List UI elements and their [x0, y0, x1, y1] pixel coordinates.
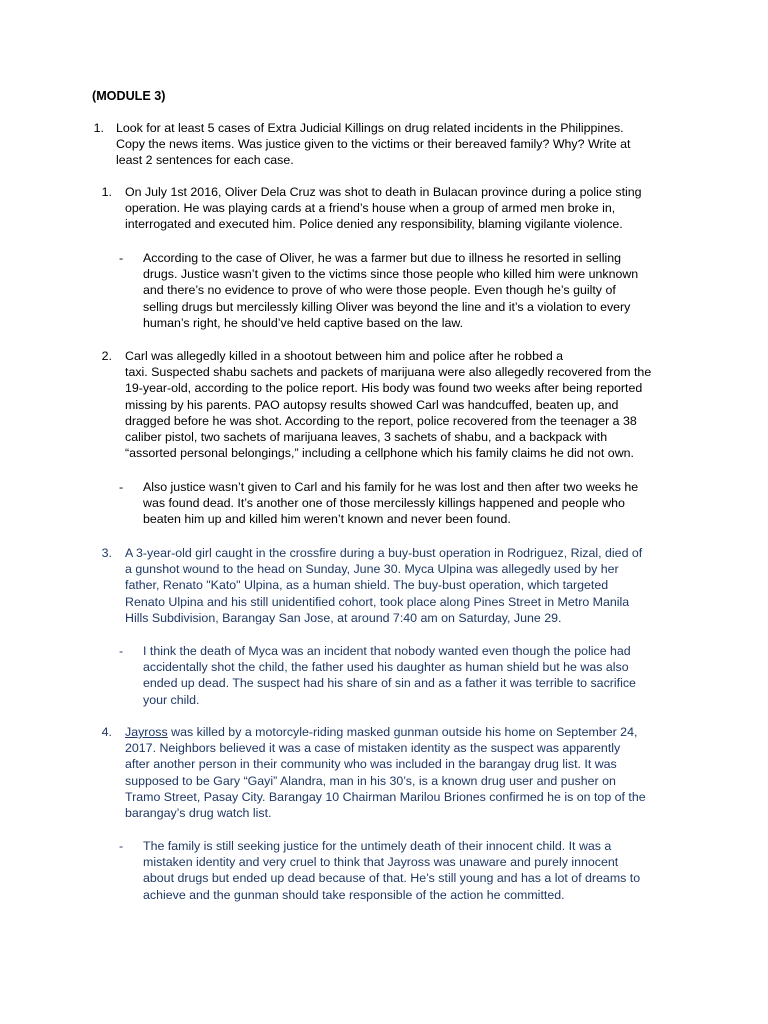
answer-bullet: - [119, 251, 124, 265]
answer-text [143, 250, 638, 331]
answer-line: and there’s no evidence to prove of who were those people. Even though he’s guilty of [143, 283, 616, 298]
case-text [125, 545, 642, 626]
answer-bullet: - [119, 480, 124, 494]
answer-bullet: - [119, 839, 124, 853]
case-line: Hills Subdivision, Barangay San Jose, at around 7:40 am on Saturday, June 29. [125, 610, 562, 625]
question-line: Copy the news items. Was justice given to the victims or their bereaved family? Why? Write at [116, 137, 631, 152]
case-number: 3. [101, 546, 112, 560]
case-text [125, 724, 646, 821]
case-line: a gunshot wound to the head on Sunday, June 30. Myca Ulpina was allegedly used by her [125, 562, 619, 577]
question-line: least 2 sentences for each case. [116, 153, 294, 168]
question-line: Look for at least 5 cases of Extra Judicial Killings on drug related incidents in the Philippines. [116, 121, 624, 135]
case-number: 2. [101, 349, 112, 363]
answer-line: achieve and the gunman should take responsible of the action he committed. [143, 887, 565, 902]
answer-line: According to the case of Oliver, he was a farmer but due to illness he resorted in selling [143, 251, 621, 265]
case-line: taxi. Suspected shabu sachets and packets of marijuana were also allegedly recovered from the [125, 365, 652, 380]
answer-text [143, 838, 640, 903]
answer-line: I think the death of Myca was an incident that nobody wanted even though the police had [143, 644, 631, 658]
answer-line: selling drugs but mercilessly killing Oliver was beyond the line and it’s a violation to every [143, 299, 631, 314]
answer-text [143, 643, 636, 708]
case-line: father, Renato "Kato" Ulpina, as a human shield. The buy-bust operation, which targeted [125, 578, 609, 593]
answer-line: your child. [143, 692, 200, 707]
answer-text [143, 479, 638, 528]
answer-line: ended up dead. The suspect had his share of sin and as a father it was terrible to sacrifice [143, 676, 636, 691]
case-line: Renato Ulpina and his still unidentified cohort, took place along Pines Street in Metro Manila [125, 594, 630, 609]
case-line [125, 724, 646, 740]
case-line: “assorted personal belongings,” including a cellphone which his family claims he did not own. [125, 446, 634, 461]
case-line: interrogated and executed him. Police denied any responsibility, blaming vigilante violence. [125, 217, 623, 232]
case-line-rest: was killed by a motorcyle-riding masked gunman outside his home on September 24, [167, 725, 638, 739]
case-line: missing by his parents. PAO autopsy results showed Carl was handcuffed, beaten up, and [125, 397, 619, 412]
module-heading: (MODULE 3) [92, 89, 166, 103]
case-line: operation. He was playing cards at a friend’s house when a group of armed men broke in, [125, 201, 616, 216]
case-line: supposed to be Gary “Gayi” Alandra, man in his 30’s, is a known drug user and pusher on [125, 773, 616, 788]
case-first-word: Jayross [125, 725, 168, 739]
answer-line: beaten him up and killed him weren’t known and never been found. [143, 512, 511, 527]
answer-line: The family is still seeking justice for the untimely death of their innocent child. It was a [143, 839, 612, 853]
case-line: On July 1st 2016, Oliver Dela Cruz was shot to death in Bulacan province during a police sting [125, 185, 642, 199]
case-line: Tramo Street, Pasay City. Barangay 10 Chairman Marilou Briones confirmed he is on top of the [125, 789, 646, 804]
case-line: dragged before he was shot. According to the report, police recovered from the teenager a 38 [125, 413, 637, 428]
case-line: 19-year-old, according to the police report. His body was found two weeks after being reported [125, 381, 643, 396]
question-text [116, 120, 630, 169]
case-line: caliber pistol, two sachets of marijuana leaves, 3 sachets of shabu, and a backpack with [125, 430, 608, 445]
case-number: 4. [101, 725, 112, 739]
answer-line: was found dead. It’s another one of those mercilessly killings happened and people who [143, 496, 625, 511]
answer-line: drugs. Justice wasn’t given to the victims since those people who killed him were unknown [143, 267, 639, 282]
question-number: 1. [93, 121, 104, 135]
case-line: after another person in their community who was included in the barangay drug list. It was [125, 757, 617, 772]
case-line: Carl was allegedly killed in a shootout between him and police after he robbed a [125, 349, 564, 363]
answer-bullet: - [119, 644, 124, 658]
case-line: barangay’s drug watch list. [125, 806, 272, 821]
answer-line: accidentally shot the child, the father used his daughter as human shield but he was also [143, 660, 629, 675]
case-number: 1. [101, 185, 112, 199]
case-line: A 3-year-old girl caught in the crossfire during a buy-bust operation in Rodriguez, Rizal, died of [125, 546, 643, 560]
case-text [125, 184, 642, 233]
answer-line: about drugs but ended up dead because of that. He’s still young and has a lot of dreams to [143, 871, 641, 886]
answer-line: human’s right, he should’ve held captive based on the law. [143, 315, 464, 330]
answer-line: Also justice wasn’t given to Carl and his family for he was lost and then after two weeks he [143, 480, 639, 494]
case-text [125, 348, 651, 461]
answer-line: mistaken identity and very cruel to think that Jayross was unaware and purely innocent [143, 855, 619, 870]
case-line: 2017. Neighbors believed it was a case of mistaken identity as the suspect was apparently [125, 741, 621, 756]
